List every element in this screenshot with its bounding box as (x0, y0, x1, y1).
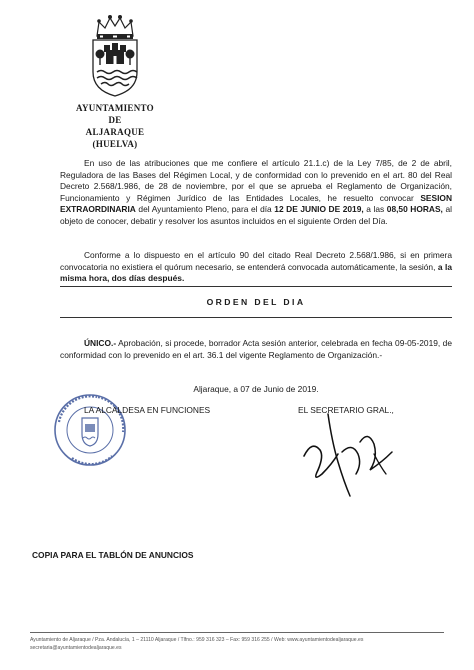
mayor-signature-label: LA ALCALDESA EN FUNCIONES (84, 405, 211, 415)
handwritten-signature (298, 412, 404, 498)
convocation-paragraph (60, 158, 452, 228)
secretary-signature-label: EL SECRETARIO GRAL., (298, 405, 394, 415)
municipality-name: AYUNTAMIENTO (76, 103, 154, 113)
agenda-item-text: Aprobación, si procede, borrador Acta sesión anterior, celebrada en fecha 09-05-2019, de conformidad con lo prevenido en el art. 36.1 del vigente Reglamento de Organización.- (60, 338, 452, 360)
text-span: Conforme a lo dispuesto en el artículo 90 del citado Real Decreto 2.568/1.986, si en primera convocatoria no existiera el quórum necesario, se entenderá convocada automáticamente, la sesión, (60, 250, 452, 272)
text-span: al objeto de conocer, debatir y resolver los asuntos incluidos en el siguiente Orden del Día. (60, 204, 452, 226)
quorum-paragraph (60, 250, 452, 285)
footer-divider (30, 632, 444, 633)
divider-bottom (60, 317, 452, 318)
second-call-note: a la misma hora, dos días después. (60, 261, 452, 284)
municipality-town: ALJARAQUE (85, 127, 145, 137)
municipality-province: (HUELVA) (92, 139, 138, 149)
notice-board-copy-label: COPIA PARA EL TABLÓN DE ANUNCIOS (32, 550, 194, 560)
text-span: a las (363, 204, 387, 215)
text-span: del Ayuntamiento Pleno, para el día (135, 204, 275, 215)
session-time: 08,50 HORAS, (386, 204, 443, 215)
divider-top (60, 286, 452, 287)
text-span: En uso de las atribuciones que me confiere el artículo 21.1.c) de la Ley 7/85, de 2 de abril, Reguladora de las Bases del Régimen Local, y de conformidad con lo prevenido en el art. 80 del Real Decreto 2.568/1.986, de 28 de noviembre, por el que se aprueba el Reglamento de Organización, Funcionamiento y Régimen Jurídico de las Entidades Locales, he resuelto convocar (60, 158, 452, 203)
agenda-title: ORDEN DEL DIA (206, 297, 306, 307)
municipality-de: DE (108, 115, 122, 125)
official-seal-icon (52, 392, 128, 468)
session-date: 12 DE JUNIO DE 2019, (274, 204, 364, 215)
footer-address: Ayuntamiento de Aljaraque / Pza. Andalucía, 1 – 21110 Aljaraque / Tlfno.: 959 316 323 – Fax: 959 316 255 / Web: www.ayuntamientodealjaraque.es (30, 637, 364, 643)
session-type: SESION EXTRAORDINARIA (60, 192, 452, 215)
footer-email: secretaria@ayuntamientodealjaraque.es (30, 645, 122, 651)
coat-of-arms-icon (83, 10, 147, 98)
agenda-item (60, 338, 452, 361)
agenda-item-label: ÚNICO.- (84, 338, 117, 348)
date-line: Aljaraque, a 07 de Junio de 2019. (193, 384, 319, 394)
